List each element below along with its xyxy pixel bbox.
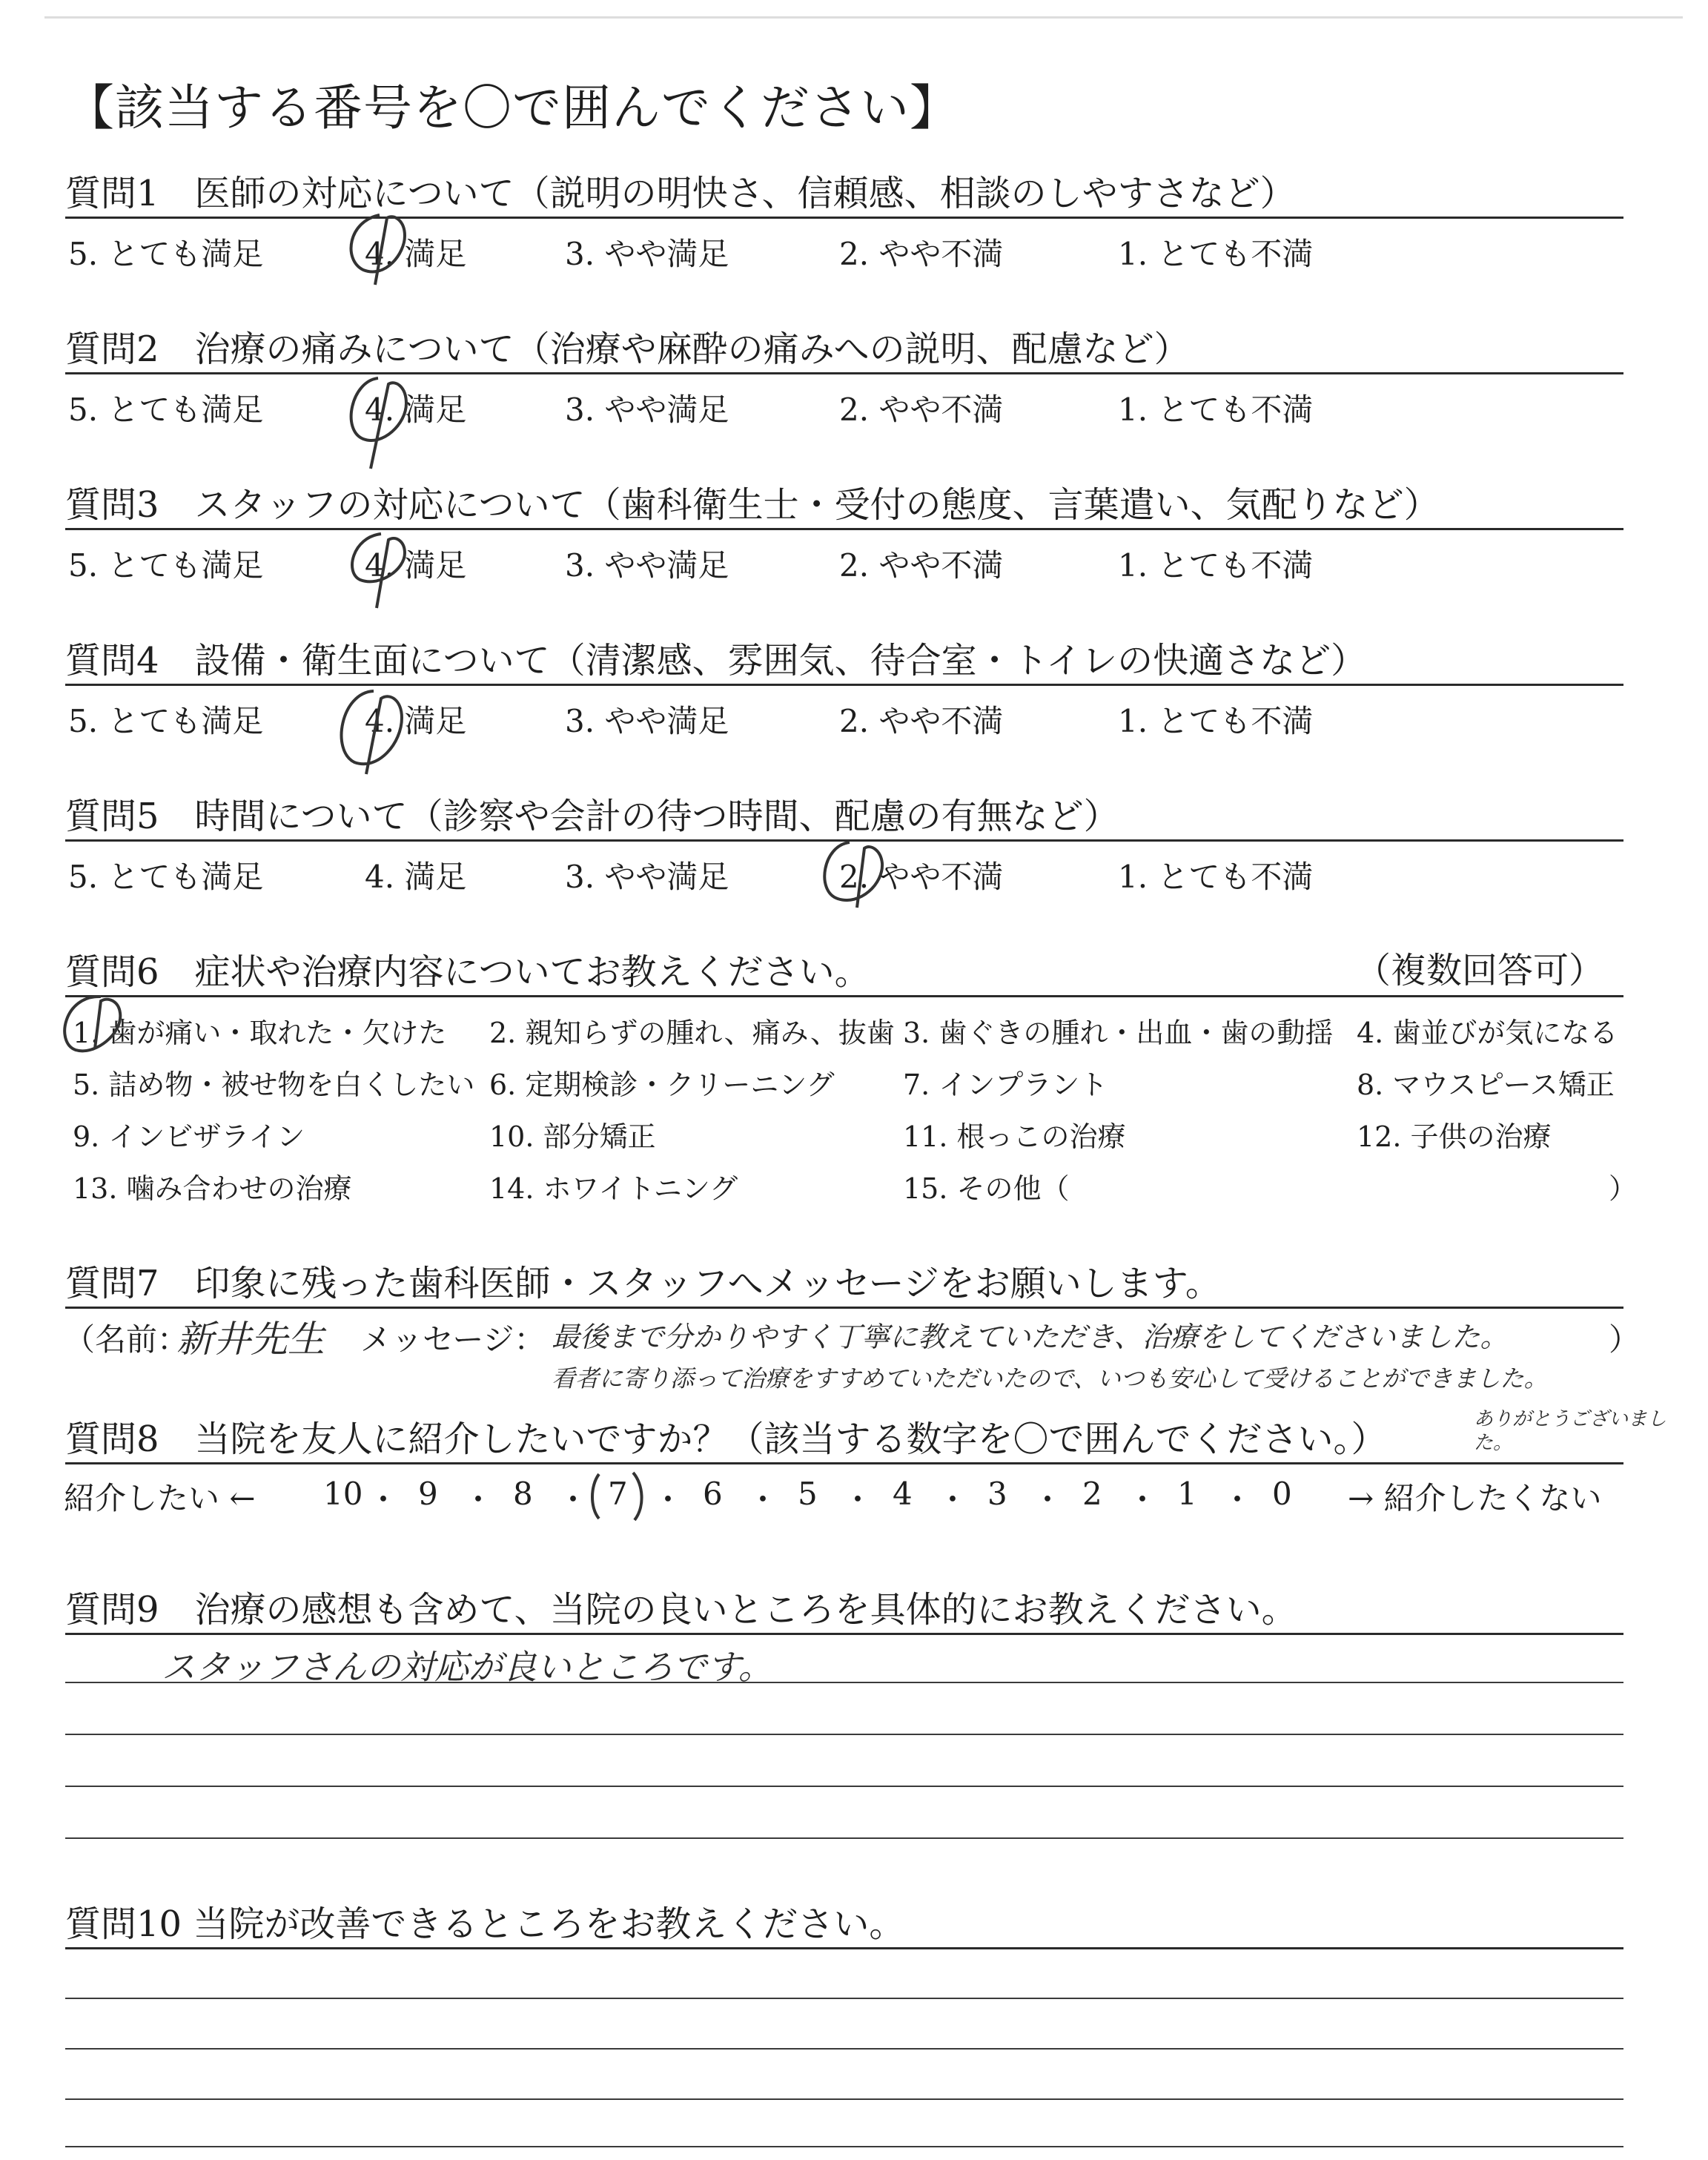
recommend-option-2[interactable]: 2 bbox=[1082, 1476, 1102, 1512]
q4-option-5[interactable]: 5. とても満足 bbox=[68, 703, 264, 739]
divider bbox=[65, 1307, 1623, 1309]
q5-option-2[interactable]: 2. やや不満 bbox=[839, 859, 1004, 895]
q2-option-3[interactable]: 3. やや満足 bbox=[565, 392, 729, 428]
q1-option-4[interactable]: 4. 満足 bbox=[365, 236, 467, 272]
question-10-title: 質問10 当院が改善できるところをお教えください。 bbox=[65, 1903, 905, 1945]
recommend-option-9[interactable]: 9 bbox=[418, 1476, 438, 1512]
divider bbox=[65, 995, 1623, 997]
recommend-option-6[interactable]: 6 bbox=[703, 1476, 723, 1512]
q1-option-2[interactable]: 2. やや不満 bbox=[839, 236, 1004, 272]
recommend-option-3[interactable]: 3 bbox=[987, 1476, 1007, 1512]
recommend-separator: ・ bbox=[1127, 1482, 1159, 1518]
q6-option-4[interactable]: 4. 歯並びが気になる bbox=[1357, 1017, 1618, 1049]
multiple-answer-note: （複数回答可） bbox=[1355, 950, 1605, 991]
q6-option-10[interactable]: 10. 部分矯正 bbox=[489, 1120, 656, 1153]
q2-answer-circle bbox=[334, 371, 430, 475]
recommend-separator: ・ bbox=[1222, 1482, 1254, 1518]
q6-option-5[interactable]: 5. 詰め物・被せ物を白くしたい bbox=[73, 1069, 475, 1101]
divider bbox=[65, 1462, 1623, 1464]
recommend-separator: ・ bbox=[368, 1482, 400, 1518]
q4-option-1[interactable]: 1. とても不満 bbox=[1118, 703, 1314, 739]
question-1-title: 質問1 医師の対応について（説明の明快さ、信頼感、相談のしやすさなど） bbox=[65, 173, 1296, 214]
q6-option-11[interactable]: 11. 根っこの治療 bbox=[903, 1120, 1126, 1153]
recommend-option-5[interactable]: 5 bbox=[798, 1476, 818, 1512]
q3-option-4[interactable]: 4. 満足 bbox=[365, 547, 467, 584]
q2-option-2[interactable]: 2. やや不満 bbox=[839, 392, 1004, 428]
answer-line bbox=[65, 1786, 1623, 1787]
recommend-option-8[interactable]: 8 bbox=[513, 1476, 533, 1512]
answer-line bbox=[65, 1734, 1623, 1735]
q6-other-close: ） bbox=[1609, 1172, 1638, 1205]
recommend-option-1[interactable]: 1 bbox=[1177, 1476, 1197, 1512]
q2-option-4[interactable]: 4. 満足 bbox=[365, 392, 467, 428]
q6-option-7[interactable]: 7. インプラント bbox=[903, 1069, 1108, 1101]
question-7-title: 質問7 印象に残った歯科医師・スタッフへメッセージをお願いします。 bbox=[65, 1263, 1221, 1304]
q6-option-12[interactable]: 12. 子供の治療 bbox=[1357, 1120, 1552, 1153]
q1-option-5[interactable]: 5. とても満足 bbox=[68, 236, 264, 272]
question-3-title: 質問3 スタッフの対応について（歯科衛生士・受付の態度、言葉遣い、気配りなど） bbox=[65, 484, 1440, 526]
q6-option-13[interactable]: 13. 噛み合わせの治療 bbox=[73, 1172, 352, 1205]
recommend-right-label: → 紹介したくない bbox=[1348, 1480, 1602, 1516]
page-title: 【該当する番号を〇で囲んでください】 bbox=[65, 79, 959, 136]
q6-option-9[interactable]: 9. インビザライン bbox=[73, 1120, 305, 1153]
divider bbox=[65, 684, 1623, 686]
q6-option-6[interactable]: 6. 定期検診・クリーニング bbox=[489, 1069, 835, 1101]
message-close: ） bbox=[1609, 1321, 1641, 1358]
recommend-separator: ・ bbox=[1032, 1482, 1064, 1518]
recommend-option-0[interactable]: 0 bbox=[1272, 1476, 1292, 1512]
q4-option-3[interactable]: 3. やや満足 bbox=[565, 703, 729, 739]
divider bbox=[65, 1947, 1623, 1949]
q5-option-3[interactable]: 3. やや満足 bbox=[565, 859, 729, 895]
recommend-separator: ・ bbox=[652, 1482, 684, 1518]
q3-option-3[interactable]: 3. やや満足 bbox=[565, 547, 729, 584]
recommend-option-7[interactable]: 7 bbox=[608, 1476, 628, 1512]
q9-answer[interactable]: スタッフさんの対応が良いところです。 bbox=[162, 1647, 772, 1687]
question-9-title: 質問9 治療の感想も含めて、当院の良いところを具体的にお教えください。 bbox=[65, 1589, 1297, 1631]
name-label: （名前： bbox=[64, 1321, 189, 1358]
q1-answer-circle bbox=[334, 208, 430, 289]
recommend-separator: ・ bbox=[557, 1482, 589, 1518]
divider bbox=[65, 1633, 1623, 1635]
question-2-title: 質問2 治療の痛みについて（治療や麻酔の痛みへの説明、配慮など） bbox=[65, 328, 1190, 370]
q3-option-2[interactable]: 2. やや不満 bbox=[839, 547, 1004, 584]
recommend-separator: ・ bbox=[937, 1482, 969, 1518]
q3-answer-circle bbox=[334, 528, 430, 617]
answer-line bbox=[65, 1837, 1623, 1839]
message-line-3[interactable]: ありがとうございました。 bbox=[1474, 1408, 1667, 1454]
q3-option-1[interactable]: 1. とても不満 bbox=[1118, 547, 1314, 584]
recommend-option-10[interactable]: 10 bbox=[323, 1476, 363, 1512]
answer-line bbox=[65, 2098, 1623, 2100]
q6-option-1[interactable]: 1. 歯が痛い・取れた・欠けた bbox=[73, 1017, 447, 1049]
divider bbox=[65, 372, 1623, 374]
answer-line bbox=[65, 2146, 1623, 2147]
q6-answer-circle bbox=[49, 991, 138, 1057]
q2-option-5[interactable]: 5. とても満足 bbox=[68, 392, 264, 428]
name-value[interactable]: 新井先生 bbox=[176, 1318, 325, 1361]
q4-option-2[interactable]: 2. やや不満 bbox=[839, 703, 1004, 739]
recommend-separator: ・ bbox=[842, 1482, 874, 1518]
divider bbox=[65, 528, 1623, 530]
q6-option-8[interactable]: 8. マウスピース矯正 bbox=[1357, 1069, 1615, 1101]
recommend-option-4[interactable]: 4 bbox=[893, 1476, 913, 1512]
q6-option-2[interactable]: 2. 親知らずの腫れ、痛み、抜歯 bbox=[489, 1017, 895, 1049]
q1-option-3[interactable]: 3. やや満足 bbox=[565, 236, 729, 272]
q5-answer-circle bbox=[808, 836, 912, 918]
recommend-separator: ・ bbox=[463, 1482, 494, 1518]
question-5-title: 質問5 時間について（診察や会計の待つ時間、配慮の有無など） bbox=[65, 796, 1119, 837]
question-4-title: 質問4 設備・衛生面について（清潔感、雰囲気、待合室・トイレの快適さなど） bbox=[65, 640, 1367, 681]
q6-option-15[interactable]: 15. その他（ bbox=[903, 1172, 1070, 1205]
q3-option-5[interactable]: 5. とても満足 bbox=[68, 547, 264, 584]
q2-option-1[interactable]: 1. とても不満 bbox=[1118, 392, 1314, 428]
recommend-separator: ・ bbox=[747, 1482, 779, 1518]
q4-answer-circle bbox=[319, 682, 430, 779]
q6-option-14[interactable]: 14. ホワイトニング bbox=[489, 1172, 738, 1205]
answer-line bbox=[65, 2048, 1623, 2050]
divider bbox=[65, 217, 1623, 219]
q6-option-3[interactable]: 3. 歯ぐきの腫れ・出血・歯の動揺 bbox=[903, 1017, 1334, 1049]
q5-option-4[interactable]: 4. 満足 bbox=[365, 859, 467, 895]
scan-edge bbox=[44, 16, 1683, 19]
recommend-left-label: 紹介したい ← bbox=[64, 1480, 256, 1516]
q5-option-1[interactable]: 1. とても不満 bbox=[1118, 859, 1314, 895]
q1-option-1[interactable]: 1. とても不満 bbox=[1118, 236, 1314, 272]
question-6-title: 質問6 症状や治療内容についてお教えください。 bbox=[65, 951, 870, 993]
question-8-title: 質問8 当院を友人に紹介したいですか？（該当する数字を〇で囲んでください。） bbox=[65, 1418, 1387, 1460]
answer-line bbox=[65, 1998, 1623, 1999]
answer-line bbox=[65, 1682, 1623, 1683]
message-line-1[interactable]: 最後まで分かりやすく丁寧に教えていただき、治療をしてくださいました。 bbox=[552, 1321, 1509, 1353]
recommend-answer-circle bbox=[587, 1467, 654, 1526]
q5-option-5[interactable]: 5. とても満足 bbox=[68, 859, 264, 895]
q4-option-4[interactable]: 4. 満足 bbox=[365, 703, 467, 739]
message-line-2[interactable]: 看者に寄り添って治療をすすめていただいたので、いつも安心して受けることができました。 bbox=[552, 1364, 1548, 1393]
message-label: メッセージ： bbox=[360, 1321, 546, 1358]
